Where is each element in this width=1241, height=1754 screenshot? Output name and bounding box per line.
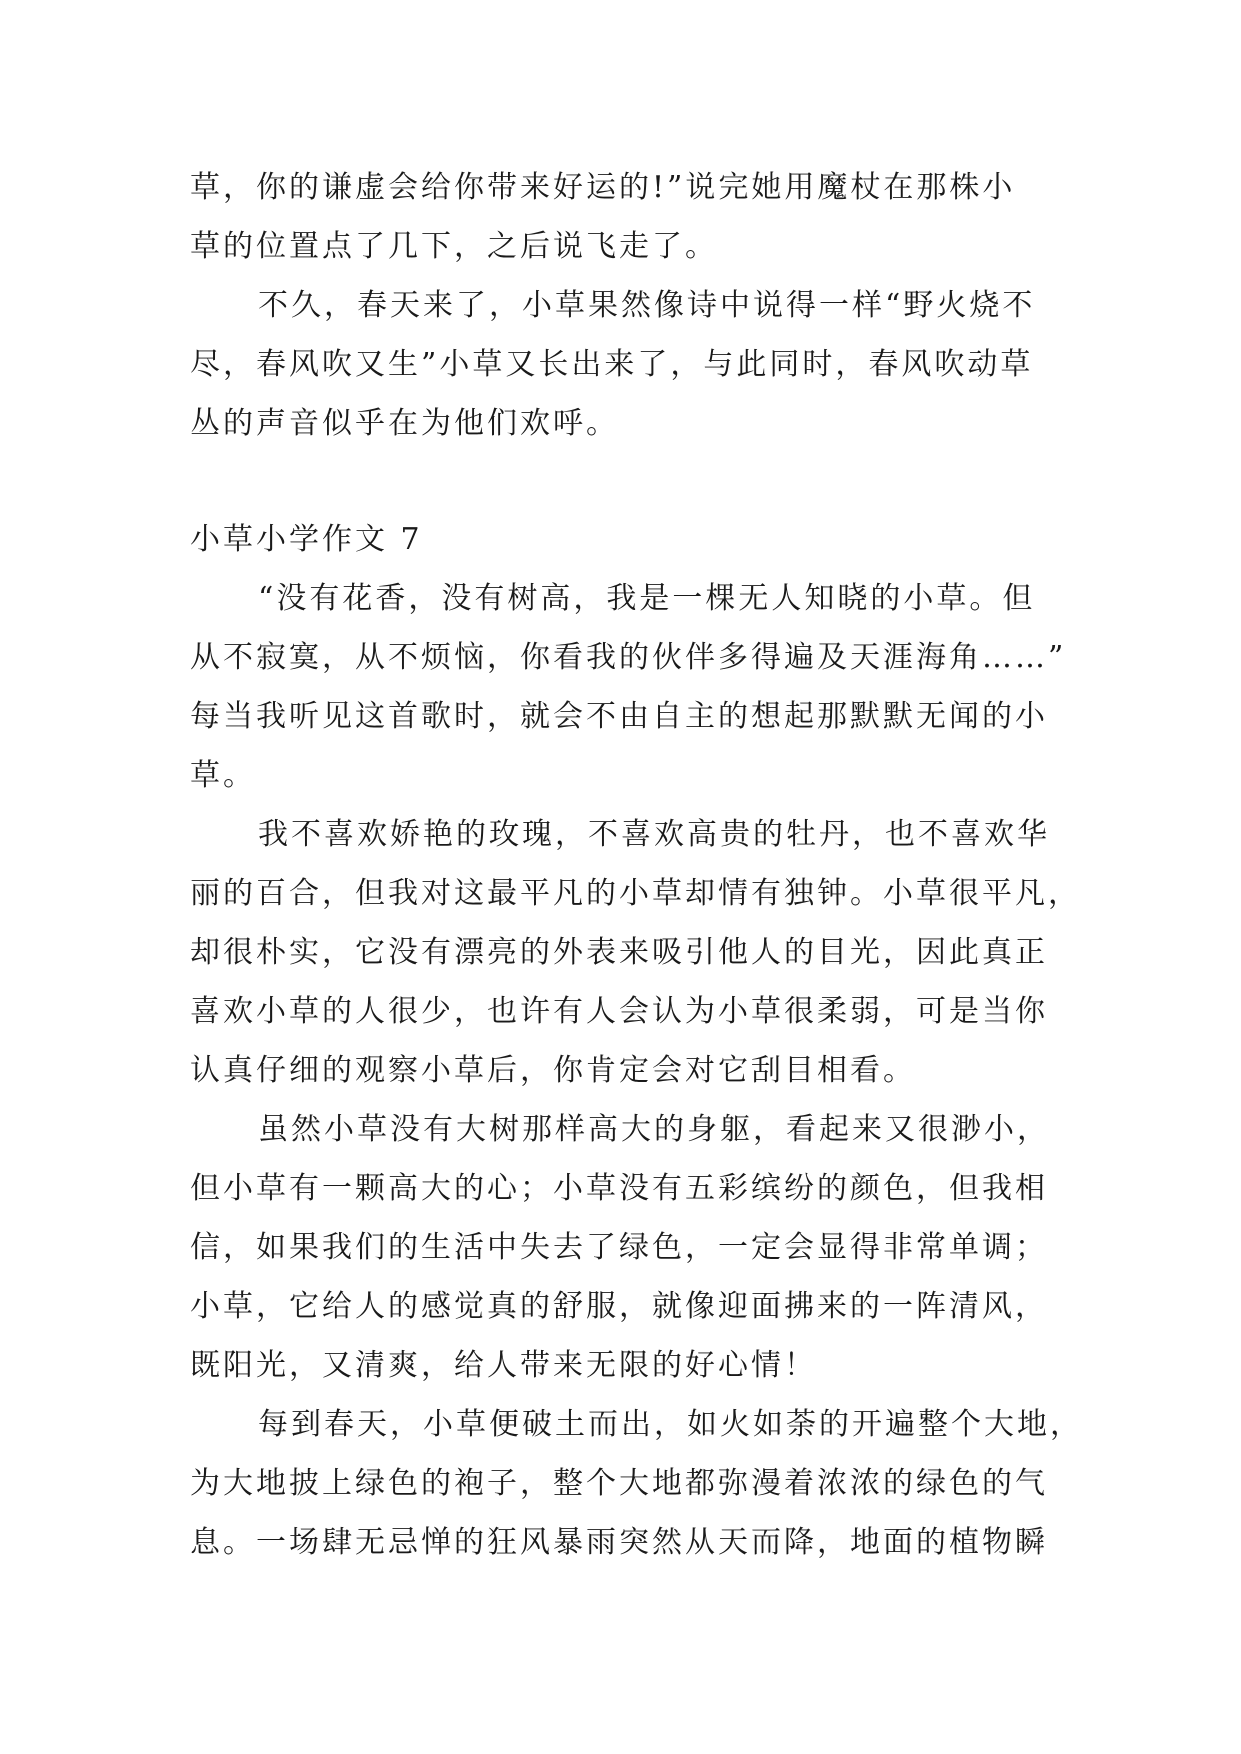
text-line: 信，如果我们的生活中失去了绿色，一定会显得非常单调； bbox=[190, 1230, 1048, 1265]
text-line: 我不喜欢娇艳的玫瑰，不喜欢高贵的牡丹，也不喜欢华 bbox=[258, 817, 1050, 852]
text-line: 从不寂寞，从不烦恼，你看我的伙伴多得遍及天涯海角……” bbox=[190, 640, 1067, 675]
text-line: 认真仔细的观察小草后，你肯定会对它刮目相看。 bbox=[190, 1053, 916, 1088]
section-heading: 小草小学作文 7 bbox=[190, 522, 423, 557]
text-line: 丽的百合，但我对这最平凡的小草却情有独钟。小草很平凡， bbox=[190, 876, 1081, 911]
text-line: 既阳光，又清爽，给人带来无限的好心情！ bbox=[190, 1348, 817, 1383]
text-line: 草的位置点了几下，之后说飞走了。 bbox=[190, 229, 718, 264]
paragraph-6 bbox=[190, 1395, 1083, 1572]
document-body bbox=[190, 158, 1083, 1572]
text-line: 虽然小草没有大树那样高大的身躯，看起来又很渺小， bbox=[258, 1112, 1050, 1147]
paragraph-1 bbox=[190, 158, 1050, 276]
paragraph-3 bbox=[190, 569, 1067, 805]
text-line: 尽，春风吹又生”小草又长出来了，与此同时，春风吹动草 bbox=[190, 347, 1034, 382]
text-line: 每当我听见这首歌时，就会不由自主的想起那默默无闻的小 bbox=[190, 699, 1048, 734]
text-line: 丛的声音似乎在为他们欢呼。 bbox=[190, 406, 619, 441]
text-line: 小草，它给人的感觉真的舒服，就像迎面拂来的一阵清风， bbox=[190, 1289, 1048, 1324]
text-line: 每到春天，小草便破土而出，如火如荼的开遍整个大地， bbox=[258, 1407, 1083, 1442]
paragraph-4 bbox=[190, 805, 1081, 1100]
text-line: 为大地披上绿色的袍子，整个大地都弥漫着浓浓的绿色的气 bbox=[190, 1466, 1048, 1501]
text-line: 息。一场肆无忌惮的狂风暴雨突然从天而降，地面的植物瞬 bbox=[190, 1525, 1048, 1560]
paragraph-2 bbox=[190, 276, 1050, 453]
paragraph-5 bbox=[190, 1100, 1050, 1395]
text-line: 不久，春天来了，小草果然像诗中说得一样“野火烧不 bbox=[258, 288, 1036, 323]
text-line: 但小草有一颗高大的心；小草没有五彩缤纷的颜色，但我相 bbox=[190, 1171, 1048, 1206]
text-line: 草，你的谦虚会给你带来好运的!”说完她用魔杖在那株小 bbox=[190, 170, 1016, 205]
text-line: 草。 bbox=[190, 758, 256, 793]
text-line: 却很朴实，它没有漂亮的外表来吸引他人的目光，因此真正 bbox=[190, 935, 1048, 970]
text-line: “没有花香，没有树高，我是一棵无人知晓的小草。但 bbox=[258, 581, 1036, 616]
text-line: 喜欢小草的人很少，也许有人会认为小草很柔弱，可是当你 bbox=[190, 994, 1048, 1029]
